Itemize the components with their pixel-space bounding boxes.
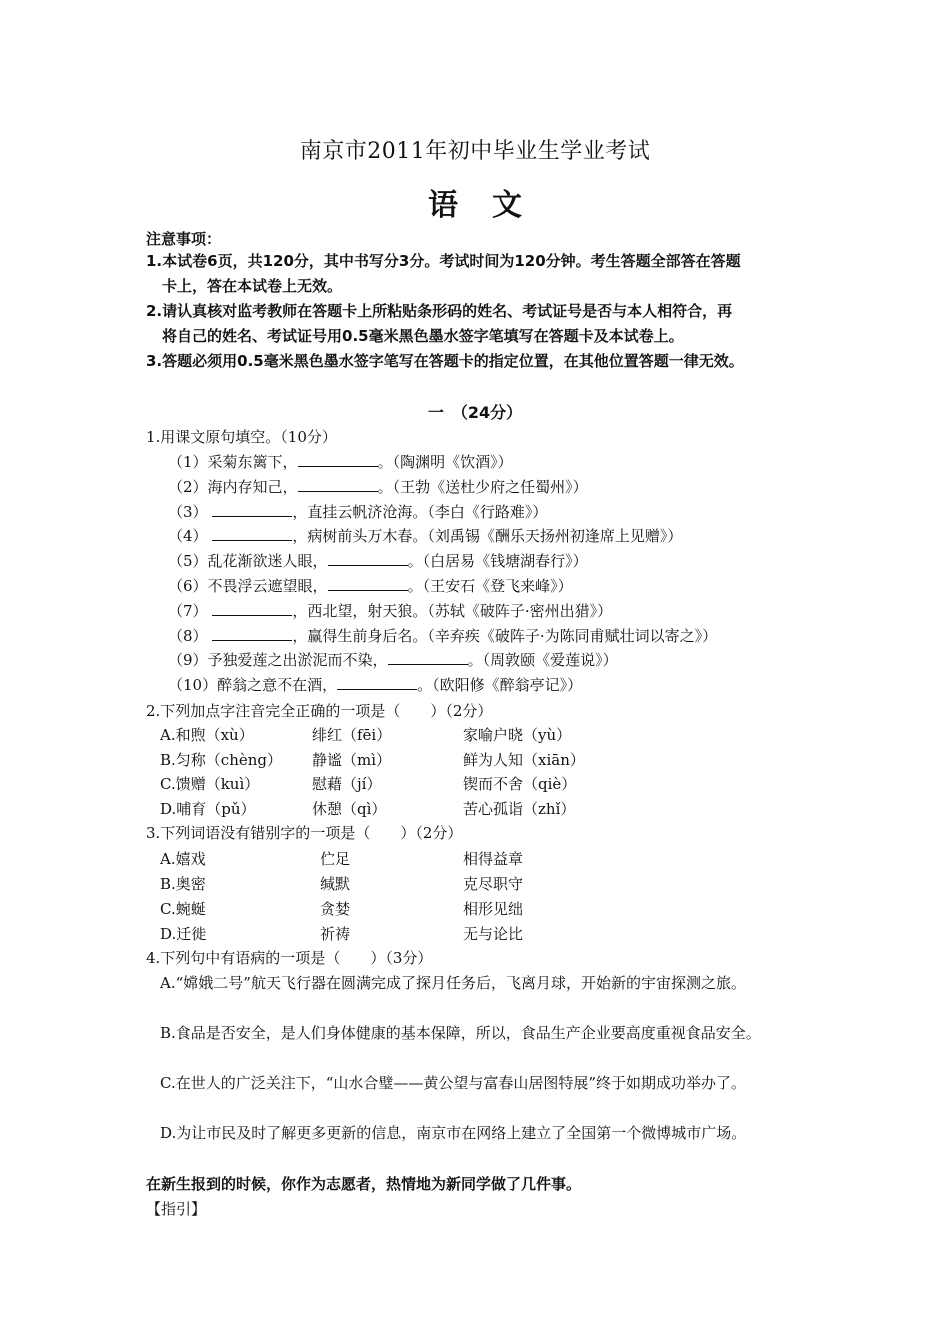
- item-number: （7）: [168, 601, 208, 620]
- item-text-before: 采菊东篱下，: [207, 453, 298, 471]
- question-3-stem: 3.下列词语没有错别字的一项是（ ）（2分）: [146, 824, 463, 842]
- item-text-after: 。（王勃《送杜少府之任蜀州》）: [377, 477, 588, 496]
- fill-blank-item: [168, 625, 717, 646]
- item-number: （2）: [168, 477, 208, 496]
- item-number: （4）: [168, 527, 208, 546]
- answer-blank[interactable]: [212, 526, 292, 541]
- question-4-option-a: A.“嫦娥二号”航天飞行器在圆满完成了探月任务后，飞离月球，开始新的宇宙探测之旅。: [160, 974, 746, 992]
- notice-item-1-line2: 卡上，答在本试卷上无效。: [162, 277, 343, 295]
- item-text-after: 。（欧阳修《醉翁亭记》）: [417, 676, 583, 695]
- answer-blank[interactable]: [328, 551, 408, 566]
- notice-item-1: [146, 249, 808, 299]
- notice-item-2-line2: 将自己的姓名、考试证号用0.5毫米黑色墨水签字笔填写在答题卡及本试卷上。: [162, 327, 684, 345]
- option-cell: C.馈赠（kuì）: [160, 775, 260, 794]
- item-text-after: 。（白居易《钱塘湖春行》）: [407, 552, 588, 571]
- option-cell: 鲜为人知（xiān）: [463, 750, 585, 769]
- option-cell: 伫足: [320, 850, 351, 868]
- item-text-before: 海内存知己，: [207, 477, 298, 496]
- option-cell: D.迁徙: [160, 925, 207, 943]
- option-cell: 休憩（qì）: [312, 800, 387, 819]
- option-cell: B.匀称（chèng）: [160, 750, 282, 769]
- item-text-before: 予独爱莲之出淤泥而不染，: [207, 651, 388, 670]
- item-text-after: ，赢得生前身后名。（辛弃疾《破阵子·为陈同甫赋壮词以寄之》）: [292, 626, 718, 645]
- fill-blank-item: [168, 476, 588, 497]
- item-text-after: 。（王安石《登飞来峰》）: [407, 577, 573, 595]
- option-cell: D.哺育（pǔ）: [160, 800, 256, 819]
- notice-item-1-line1: 1.本试卷6页，共120分，其中书写分3分。考试时间为120分钟。考生答题全部答在答题: [146, 252, 741, 270]
- option-cell: 克尽职守: [463, 875, 524, 893]
- option-cell: 祈祷: [320, 925, 351, 943]
- option-cell: 缄默: [320, 875, 351, 893]
- fill-blank-item: [168, 674, 582, 695]
- option-cell: 静谧（mì）: [312, 750, 392, 769]
- notice-item-2-line1: 2.请认真核对监考教师在答题卡上所粘贴条形码的姓名、考试证号是否与本人相符合，再: [146, 302, 733, 320]
- answer-blank[interactable]: [298, 452, 378, 467]
- option-cell: A.和煦（xù）: [160, 726, 254, 744]
- fill-blank-item: [168, 525, 682, 546]
- question-1-stem: 1.用课文原句填空。（10分）: [146, 428, 337, 446]
- option-cell: 家喻户晓（yù）: [463, 726, 572, 744]
- fill-blank-item: [168, 600, 612, 621]
- answer-blank[interactable]: [212, 601, 292, 616]
- option-cell: 锲而不舍（qiè）: [463, 775, 577, 794]
- fill-blank-item: [168, 649, 618, 670]
- option-cell: 贪婪: [320, 900, 351, 918]
- notice-item-3: [146, 349, 808, 374]
- scenario-intro: 在新生报到的时候，你作为志愿者，热情地为新同学做了几件事。: [146, 1175, 582, 1193]
- answer-blank[interactable]: [328, 576, 408, 591]
- option-cell: 相形见绌: [463, 900, 524, 918]
- question-4-option-c: C.在世人的广泛关注下，“山水合璧——黄公望与富春山居图特展”终于如期成功举办了。: [160, 1074, 747, 1092]
- question-2-stem: 2.下列加点字注音完全正确的一项是（ ）（2分）: [146, 702, 493, 720]
- fill-blank-item: [168, 550, 588, 571]
- answer-blank[interactable]: [212, 626, 292, 641]
- option-cell: 绯红（fēi）: [312, 726, 392, 744]
- option-cell: 相得益章: [463, 850, 524, 868]
- item-text-after: 。（陶渊明《饮酒》）: [377, 453, 513, 471]
- item-text-after: 。（周敦颐《爱莲说》）: [467, 651, 618, 670]
- question-4-option-d: D.为让市民及时了解更多更新的信息，南京市在网络上建立了全国第一个微博城市广场。: [160, 1124, 747, 1142]
- scenario-guide: 【指引】: [146, 1200, 207, 1218]
- question-4-stem: 4.下列句中有语病的一项是（ ）（3分）: [146, 949, 433, 967]
- item-text-after: ，西北望，射天狼。（苏轼《破阵子·密州出猎》）: [292, 601, 613, 620]
- item-number: （1）: [168, 453, 208, 471]
- subject-title: 语文: [428, 188, 556, 223]
- item-text-before: 不畏浮云遮望眼，: [207, 577, 328, 595]
- option-cell: B.奥密: [160, 875, 206, 893]
- section-1-heading: 一 （24分）: [427, 403, 523, 422]
- item-number: （5）: [168, 552, 208, 571]
- answer-blank[interactable]: [337, 675, 417, 690]
- item-text-after: ，直挂云帆济沧海。（李白《行路难》）: [292, 502, 548, 521]
- notice-item-3-line1: 3.答题必须用0.5毫米黑色墨水签字笔写在答题卡的指定位置，在其他位置答题一律无效。: [146, 352, 744, 370]
- option-cell: C.蜿蜒: [160, 900, 206, 918]
- item-number: （3）: [168, 502, 208, 521]
- option-cell: 慰藉（jí）: [312, 775, 382, 794]
- question-4-option-b: B.食品是否安全，是人们身体健康的基本保障，所以，食品生产企业要高度重视食品安全。: [160, 1024, 761, 1042]
- item-number: （10）: [168, 676, 218, 695]
- notice-heading: 注意事项：: [146, 230, 222, 248]
- option-cell: 无与论比: [463, 925, 524, 943]
- fill-blank-item: [168, 501, 547, 522]
- item-number: （6）: [168, 577, 208, 595]
- item-text-before: 乱花渐欲迷人眼，: [207, 552, 328, 571]
- fill-blank-item: [168, 575, 573, 596]
- option-cell: 苦心孤诣（zhǐ）: [463, 800, 576, 819]
- item-text-before: 醉翁之意不在酒，: [217, 676, 338, 695]
- item-number: （9）: [168, 651, 208, 670]
- answer-blank[interactable]: [388, 650, 468, 665]
- answer-blank[interactable]: [298, 477, 378, 492]
- option-cell: A.嬉戏: [160, 850, 206, 868]
- notice-item-2: [146, 299, 808, 349]
- answer-blank[interactable]: [212, 502, 292, 517]
- fill-blank-item: [168, 451, 513, 472]
- item-text-after: ，病树前头万木春。（刘禹锡《酬乐天扬州初逢席上见赠》）: [292, 527, 683, 546]
- exam-title: 南京市2011年初中毕业生学业考试: [299, 139, 651, 164]
- item-number: （8）: [168, 626, 208, 645]
